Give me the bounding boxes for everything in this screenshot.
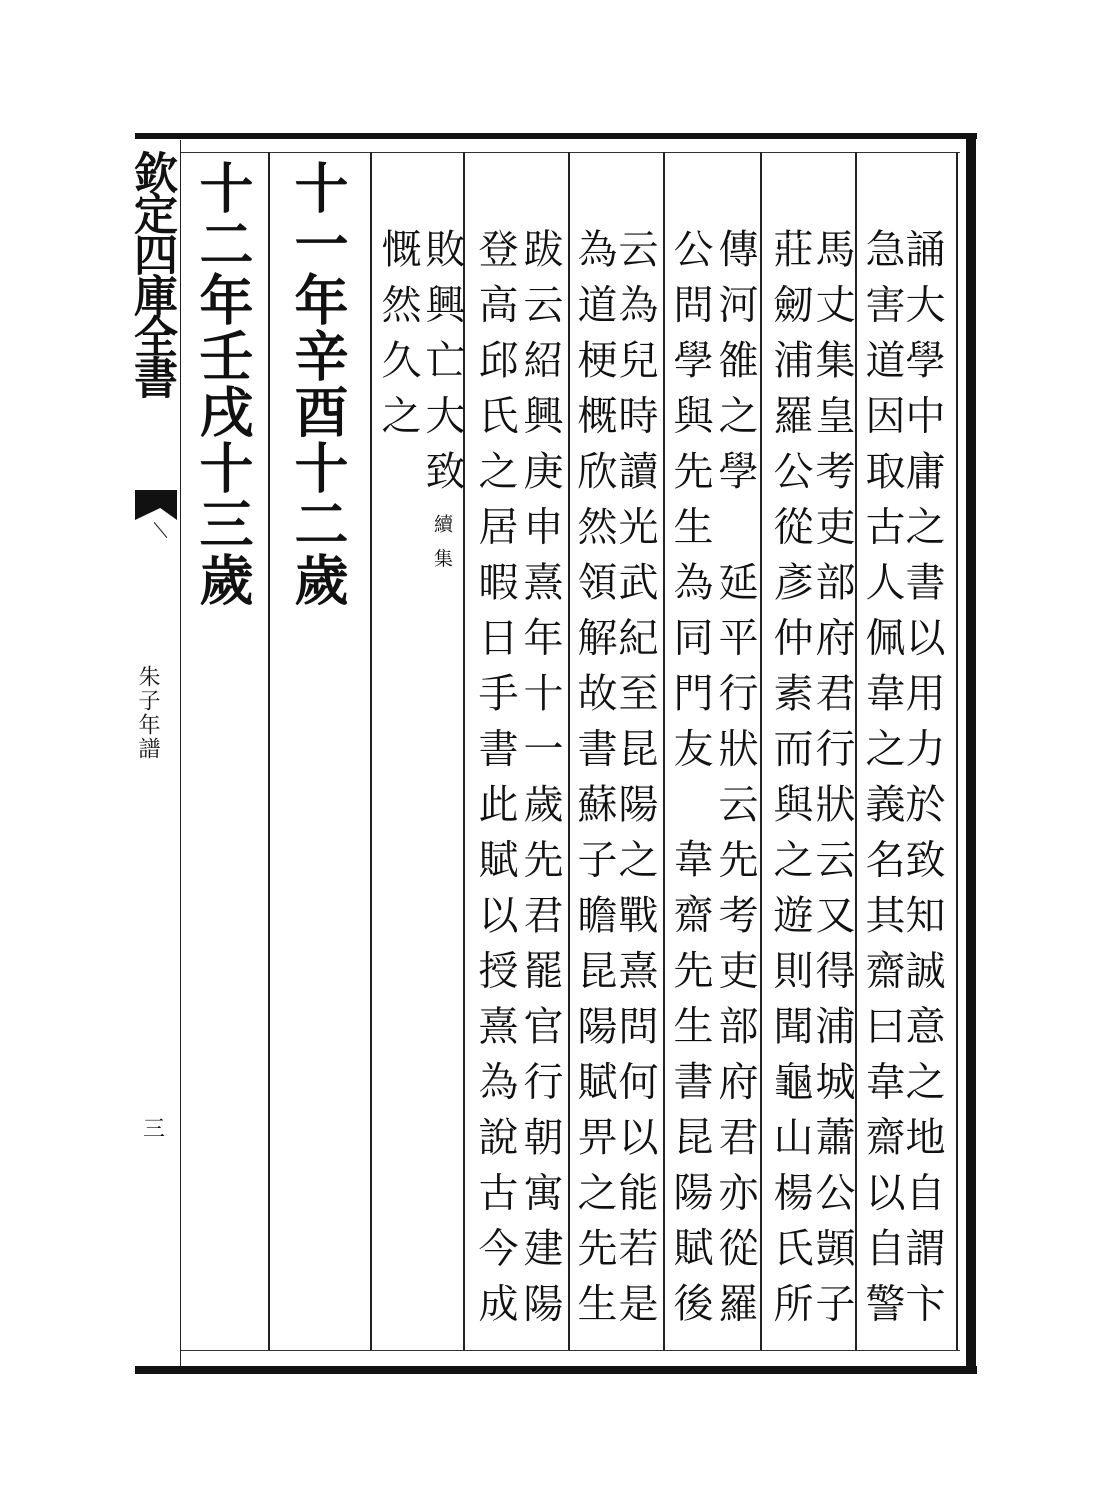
column-text: 公問學與先生為同門友: [667, 228, 713, 783]
text-column: [668, 228, 712, 1338]
text-column: 誦大學中庸之書以用力於致知誠意之地自謂卞: [899, 228, 945, 1338]
page-border-top: [135, 133, 977, 139]
fishtail-mark-icon: [135, 490, 177, 520]
year-heading: 十二年壬戌十三歲: [191, 160, 255, 608]
text-column: 跋云紹興庚申熹年十一歲先君罷官行朝寓建陽: [517, 228, 563, 1338]
text-column: 登高邱氏之居暇日手書此賦以授熹為說古今成: [472, 228, 518, 1338]
text-column: 馬丈集皇考吏部府君行狀云又得浦城蕭公顗子: [809, 228, 855, 1338]
text-column: 云為兒時讀光武紀至昆陽之戰熹問何以能若是: [612, 228, 658, 1338]
book-title: 朱子年譜: [135, 665, 160, 761]
column-rule: [568, 152, 570, 1350]
text-column: [420, 228, 464, 583]
page-border-bottom: [135, 1366, 977, 1374]
fishtail-line: [154, 522, 168, 538]
column-rule: [663, 152, 665, 1350]
text-column: [713, 228, 757, 1338]
citation-note: 延平行狀云先考吏部府君亦從羅: [712, 560, 758, 1338]
citation-note: 韋齋先生書昆陽賦後: [667, 838, 713, 1338]
collection-title: 欽定四庫全書: [126, 150, 177, 396]
margin-divider: [180, 140, 181, 1366]
column-text: 敗興亡大致: [419, 228, 465, 506]
inner-border-top: [180, 152, 960, 153]
text-column: 急害道因取古人佩韋之義名其齋曰韋齋以自警: [859, 228, 905, 1338]
text-column: 慨然久之: [375, 228, 421, 450]
column-rule: [268, 152, 270, 1350]
column-text: 傳河雒之學: [712, 228, 758, 506]
column-rule: [370, 152, 372, 1350]
column-rule: [956, 152, 958, 1350]
page-border-right: [966, 133, 976, 1374]
column-rule: [855, 152, 857, 1350]
text-column: 莊劒浦羅公從彥仲素而與之遊則聞龜山楊氏所: [767, 228, 813, 1338]
year-heading: 十一年辛酉十二歲: [286, 160, 350, 608]
page-number: 三: [143, 1117, 166, 1142]
text-column: 為道梗概欣然領解故書蘇子瞻昆陽賦畀之先生: [571, 228, 617, 1338]
source-annotation: 續集: [431, 513, 453, 583]
column-rule: [760, 152, 762, 1350]
inner-border-bottom: [180, 1350, 960, 1351]
